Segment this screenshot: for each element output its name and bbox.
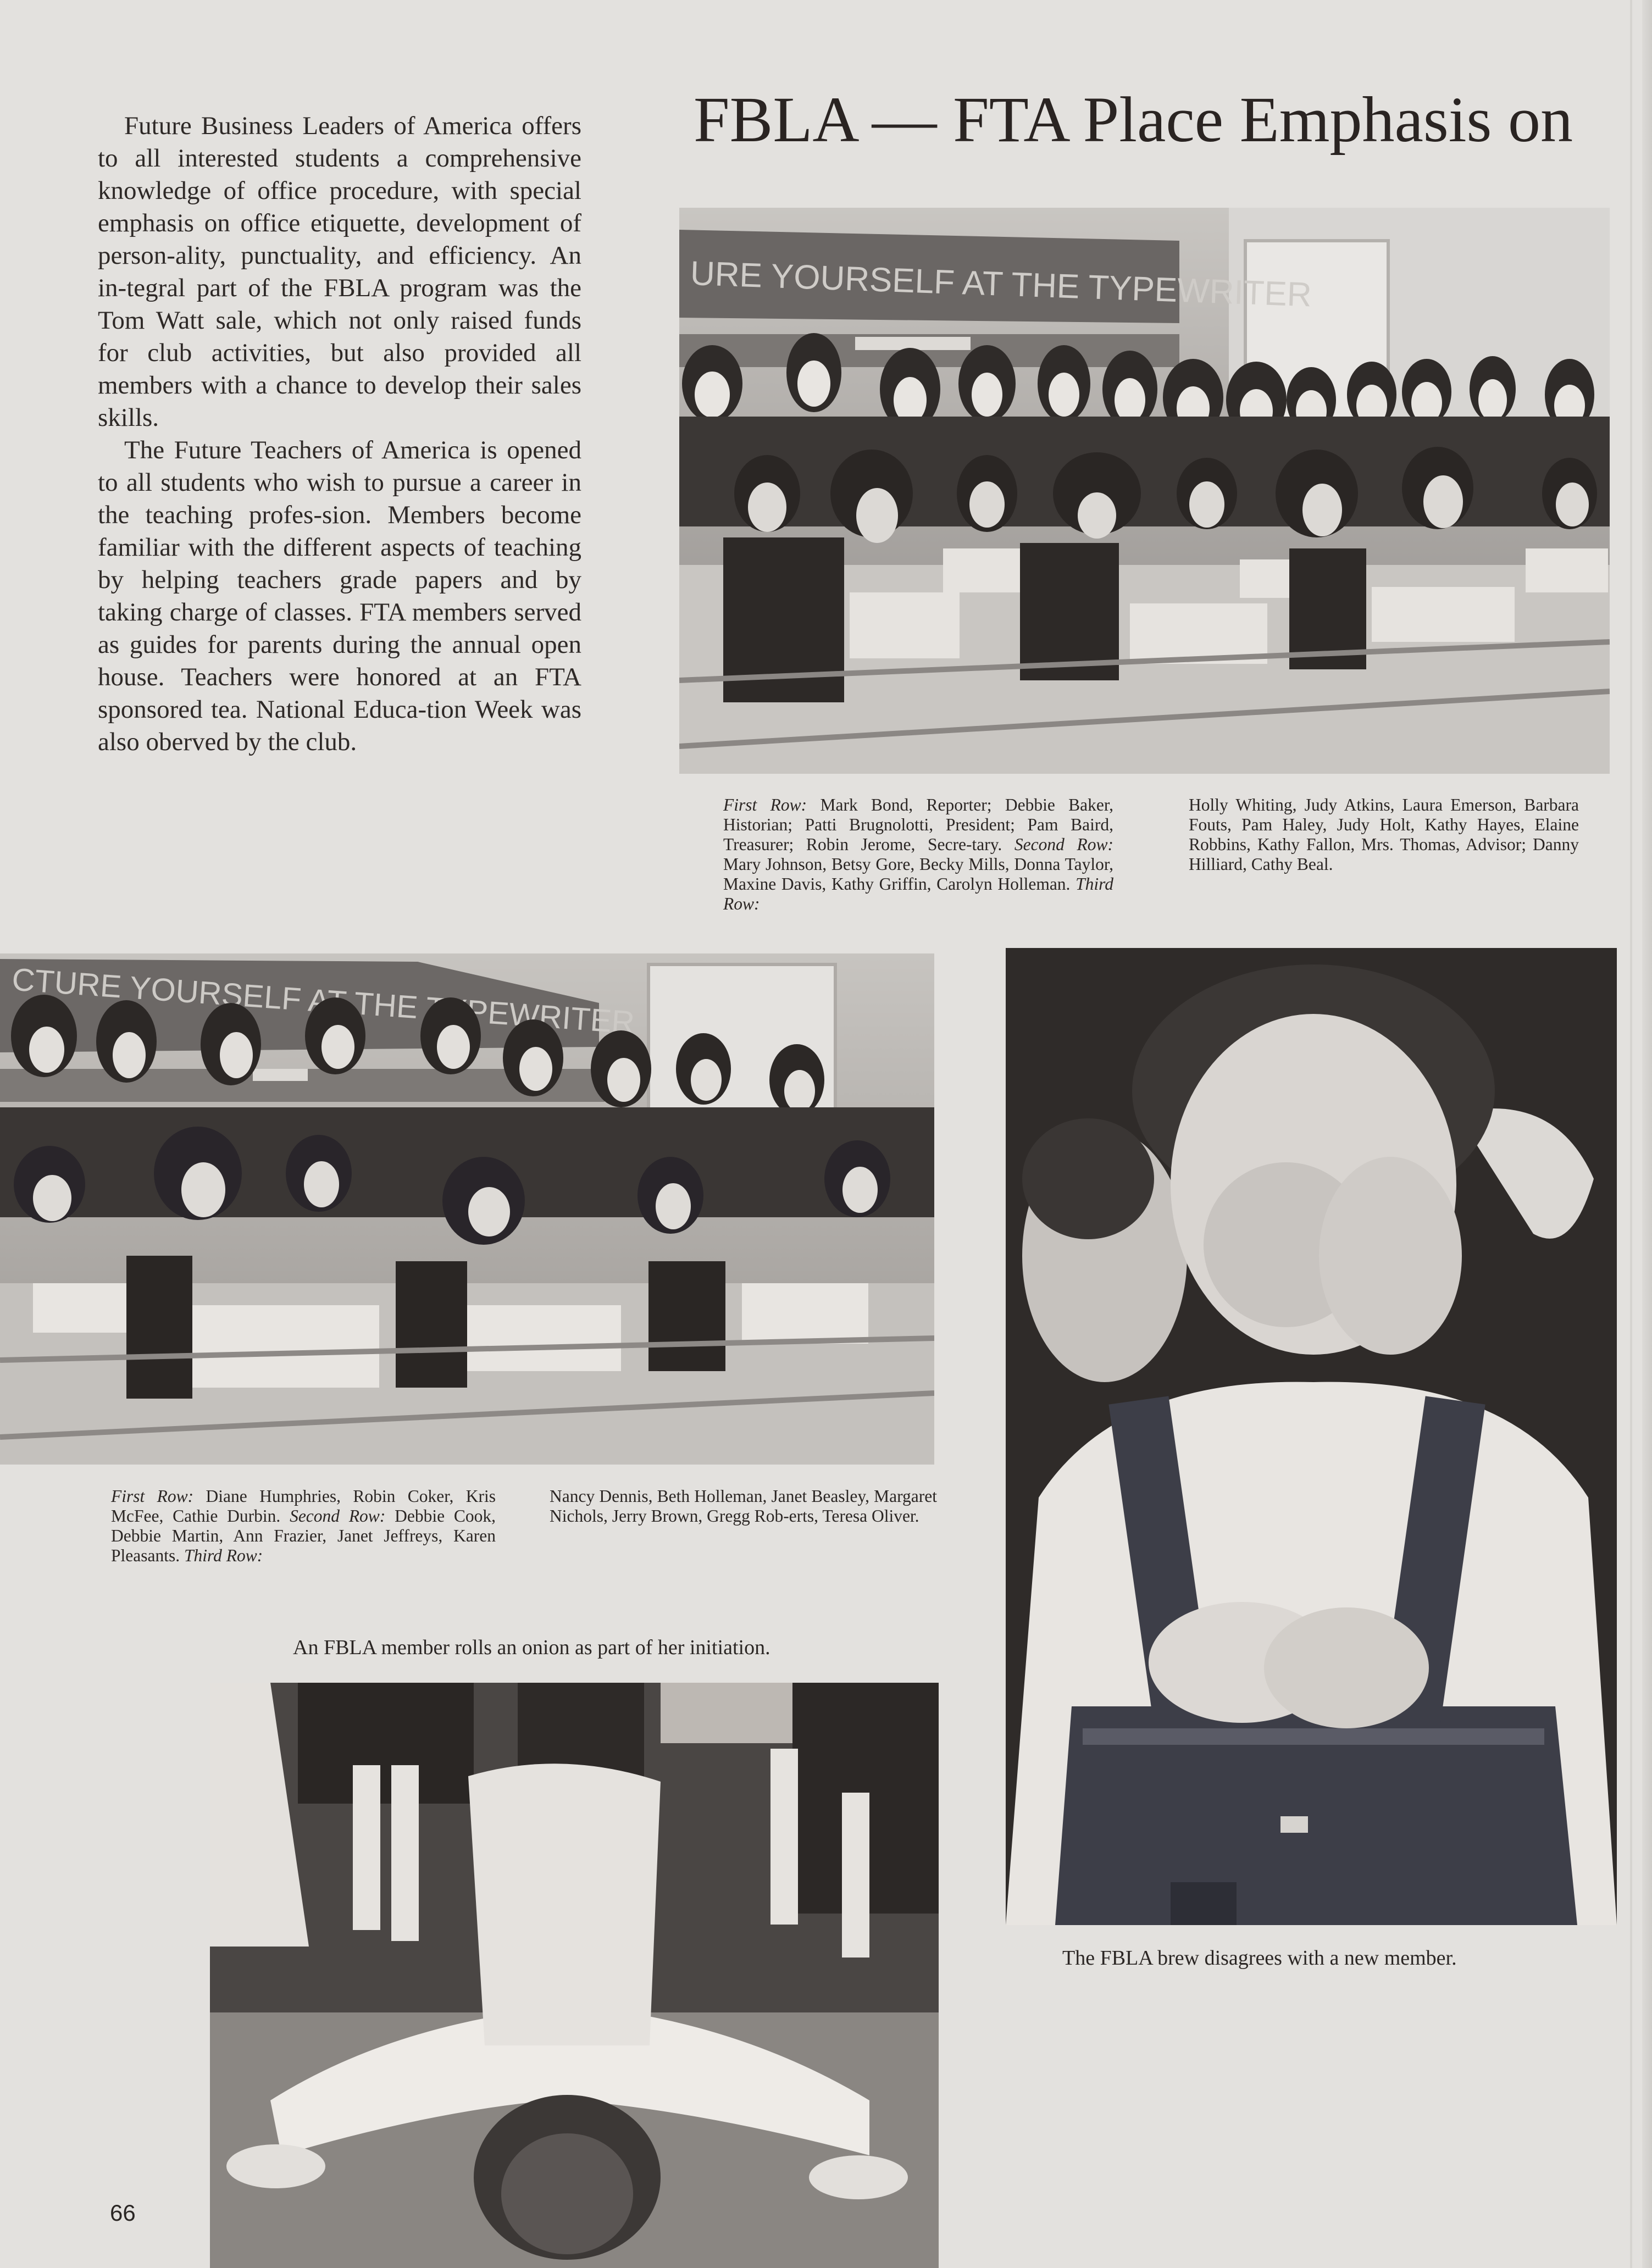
caption-fta-group-col1: First Row: Diane Humphries, Robin Coker, Kris McFee, Cathie Durbin. Second Row: Debbie Cook, Debbie Martin, Ann Frazier, Janet Jeffreys, Karen Pleasants. Third Row: <box>111 1487 496 1565</box>
row-label: Second Row: <box>290 1506 386 1526</box>
paragraph-fta: The Future Teachers of America is opened to all students who wish to pursue a career in the teaching profes-sion. Members become familiar with the different aspects of teaching by helping teachers grade papers and by taking charge of classes. FTA members served as guides for parents during the annual open house. Teachers were honored at an FTA sponsored tea. National Educa-tion Week was also oberved by the club. <box>98 436 581 756</box>
svg-text:CTURE YOURSELF AT THE TYPEWRIT: CTURE YOURSELF THE TYPEWRITER <box>10 961 636 1041</box>
row-label: First Row: <box>723 795 807 814</box>
caption-fbla-group-col1: First Row: Mark Bond, Reporter; Debbie Baker, Historian; Patti Brugnolotti, President; Pam Baird, Treasurer; Robin Jerome, Secre-tary. Second Row: Mary Johnson, Betsy Gore, Becky Mills, Donna Taylor, Maxine Davis, Kathy Griffin, Carolyn Holleman. Third Row: <box>723 795 1113 913</box>
row-label: Third Row: <box>184 1546 263 1565</box>
photo-brew <box>1006 948 1617 1925</box>
row-label: First Row: <box>111 1487 194 1506</box>
page-number: 66 <box>110 2200 136 2226</box>
photo-onion-roll <box>210 1683 939 2268</box>
svg-text:URE YOURSELF AT THE TYPEWRITER: URE YOURSELF AT THE TYPEWRITER <box>689 254 1312 314</box>
caption-fta-group-col2: Nancy Dennis, Beth Holleman, Janet Beasley, Margaret Nichols, Jerry Brown, Gregg Rob-erts, Teresa Oliver. <box>550 1487 937 1526</box>
page-edge <box>1630 0 1632 2268</box>
photo-fbla-group <box>679 208 1610 774</box>
paragraph-fbla: Future Business Leaders of America offers to all interested students a comprehensive knowledge of office procedure, with special emphasis on office etiquette, development of person-ality, punctuality, and efficiency. An in-tegral part of the FBLA program was the Tom Watt sale, which not only raised funds for club activities, but also provided all members with a chance to develop their sales skills. <box>98 112 581 432</box>
article-body <box>98 110 581 758</box>
caption-fbla-group-col2: Holly Whiting, Judy Atkins, Laura Emerson, Barbara Fouts, Pam Haley, Judy Holt, Kathy Hayes, Elaine Robbins, Kathy Fallon, Mrs. Thomas, Advisor; Danny Hilliard, Cathy Beal. <box>1189 795 1579 874</box>
page-headline: FBLA — FTA Place Emphasis on <box>694 84 1573 156</box>
page-gutter-shadow <box>1642 0 1652 2268</box>
caption-brew: The FBLA brew disagrees with a new member. <box>1062 1947 1457 1970</box>
caption-onion-roll: An FBLA member rolls an onion as part of her initiation. <box>293 1636 770 1659</box>
row-label: Third Row: <box>723 874 1113 913</box>
photo-fta-group <box>0 953 934 1465</box>
row-label: Second Row: <box>1014 835 1113 854</box>
